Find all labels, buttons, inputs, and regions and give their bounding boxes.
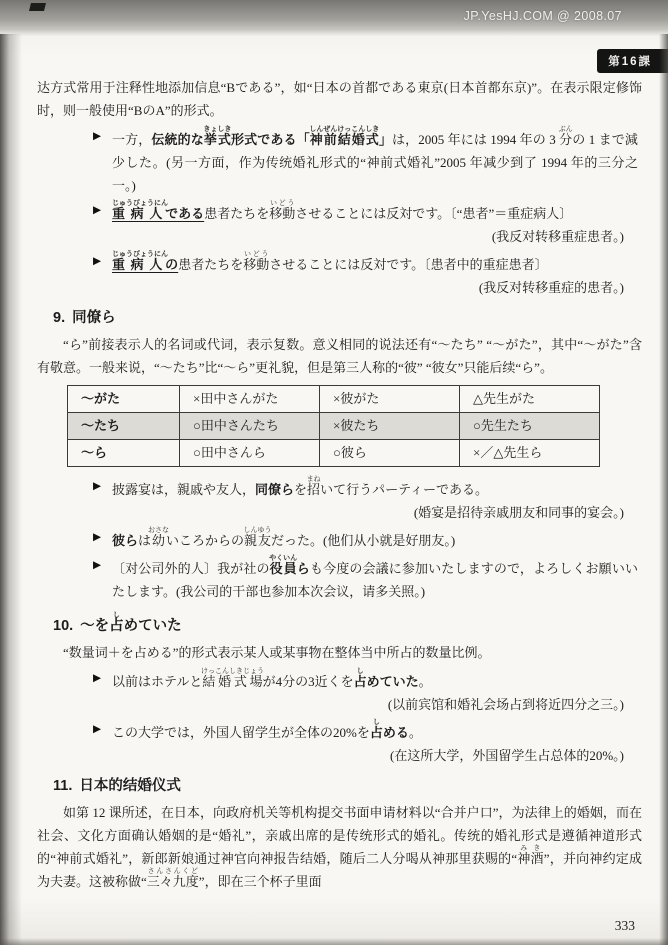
table-cell: ○田中さんら [180, 440, 320, 467]
example-text: 彼らは幼おさないころからの親友しんゆうだった。(他们从小就是好朋友。) [112, 526, 456, 548]
table-cell: △先生がた [460, 386, 600, 413]
example-translation: (我反对转移重症的患者。) [478, 280, 624, 295]
corner-mark [29, 3, 46, 11]
example-item [93, 667, 638, 716]
table-row [68, 386, 600, 413]
section-heading [53, 308, 642, 328]
section-paragraph: “ら”前接表示人的名词或代词，表示复数。意义相同的说法还有“～たち” “～がた”，其中“～がた”含有敬意。一般来说，“～たち”比“～ら”更礼貌，但是第三人称的“彼” “彼女”只能后续“ら”。 [37, 337, 642, 375]
example-item [93, 718, 638, 767]
section-heading [53, 776, 642, 796]
scan-top-edge [0, 0, 668, 36]
section-10 [37, 612, 642, 767]
table-cell: ○先生たち [460, 413, 600, 440]
table-cell: ×田中さんがた [180, 386, 320, 413]
chapter-tab: 第16課 [597, 49, 668, 73]
example-text: 重病人じゅうびょうにんである患者たちを移動いどうさせることには反対です。〔“患者”＝重症病人〕 [112, 199, 573, 221]
table-cell: ～たち [68, 413, 180, 440]
table-cell: ○田中さんたち [180, 413, 320, 440]
example-bullet-icon: ▶ [93, 481, 102, 492]
example-text: この大学では，外国人留学生が全体の20%を占しめる。 [112, 718, 422, 740]
section-paragraph: 如第 12 课所述，在日本，向政府机关等机构提交书面申请材料以“合并户口”，为法律上的婚姻，而在社会、文化方面确认婚姻的是“婚礼”，亲戚出席的是传统形式的婚礼。传统的婚礼形式是遵循神道形式的“神前式婚礼”，新郎新娘通过神官向神报告结婚，随后二人分喝从神那里获赐的“神酒みき”，并向神约定成为夫妻。这被称做“三々九度さんさんくど”，即在三个杯子里面 [37, 805, 642, 889]
example-text: 披露宴は，親戚や友人，同僚らを招まねいて行うパーティーである。 [112, 475, 489, 497]
example-bullet-icon: ▶ [93, 131, 102, 142]
table-cell: ×彼がた [320, 386, 460, 413]
example-translation: (婚宴是招待亲戚朋友和同事的宴会。) [413, 505, 624, 520]
example-bullet-icon: ▶ [93, 532, 102, 543]
example-item [93, 199, 638, 248]
table-row [68, 440, 600, 467]
example-bullet-icon: ▶ [93, 560, 102, 571]
left-binding-shadow [0, 34, 22, 945]
table-cell: ～ら [68, 440, 180, 467]
example-list [93, 667, 638, 767]
section-number: 9. [53, 310, 66, 326]
example-item [93, 125, 638, 197]
section-11 [37, 776, 642, 893]
example-bullet-icon: ▶ [93, 673, 102, 684]
page-number: 333 [614, 918, 635, 933]
bottom-edge-shadow [0, 938, 668, 945]
example-translation: (在这所大学，外国留学生占总体的20%。) [390, 748, 624, 763]
table-cell: ×／△先生ら [460, 440, 600, 467]
example-item [93, 250, 638, 299]
example-text: 以前はホテルと結婚式場けっこんしきじょうが4分の3近くを占しめていた。 [112, 667, 432, 689]
watermark: JP.YesHJ.COM @ 2008.07 [463, 9, 622, 23]
example-bullet-icon: ▶ [93, 256, 102, 267]
section-number: 11. [53, 778, 73, 794]
example-translation: (我反对转移重症患者。) [491, 229, 624, 244]
example-bullet-icon: ▶ [93, 724, 102, 735]
section-title: 日本的结婚仪式 [79, 778, 181, 794]
table-cell: ○彼ら [320, 440, 460, 467]
example-text: 重病人じゅうびょうにんの患者たちを移動いどうさせることには反対です。〔患者中的重症患者〕 [112, 250, 548, 272]
example-bullet-icon: ▶ [93, 205, 102, 216]
right-edge-shadow [659, 34, 668, 945]
section-9 [37, 308, 642, 603]
grammar-table [67, 385, 600, 467]
example-item [93, 554, 638, 603]
intro-paragraph: 达方式常用于注释性地添加信息“Bである”，如“日本の首都である東京(日本首都东京)”。在表示限定修饰时，则一般使用“BのA”的形式。 [37, 80, 642, 118]
example-list [93, 475, 638, 603]
table-row [68, 413, 600, 440]
example-translation: (以前宾馆和婚礼会场占到将近四分之三。) [387, 697, 624, 712]
example-item [93, 526, 638, 552]
section-paragraph: “数量词＋を占める”的形式表示某人或某事物在整体当中所占的数量比例。 [63, 645, 491, 660]
table-cell: ～がた [68, 386, 180, 413]
example-list [93, 125, 638, 299]
section-number: 10. [53, 618, 74, 634]
section-title: ～を占しめていた [80, 612, 182, 634]
example-text: 〔对公司外的人〕我が社の役員やくいんらも今度の会議に参加いたしますので，よろしくお願いいたします。(我公司的干部也参加本次会议，请多关照。) [112, 554, 638, 599]
section-title: 同僚ら [72, 310, 116, 326]
example-text: 一方，伝統的な挙式きょしき形式である「神前結婚式しんぜんけっこんしき」は，2005 年には 1994 年の 3 分ぶんの 1 まで減少した。(另一方面，作为传统婚礼形式的“神前式婚礼”2005 年减少到了 1994 年的三分之一。) [112, 125, 638, 193]
table-cell: ×彼たち [320, 413, 460, 440]
page-content [37, 76, 642, 915]
section-heading [53, 612, 642, 636]
example-item [93, 475, 638, 524]
